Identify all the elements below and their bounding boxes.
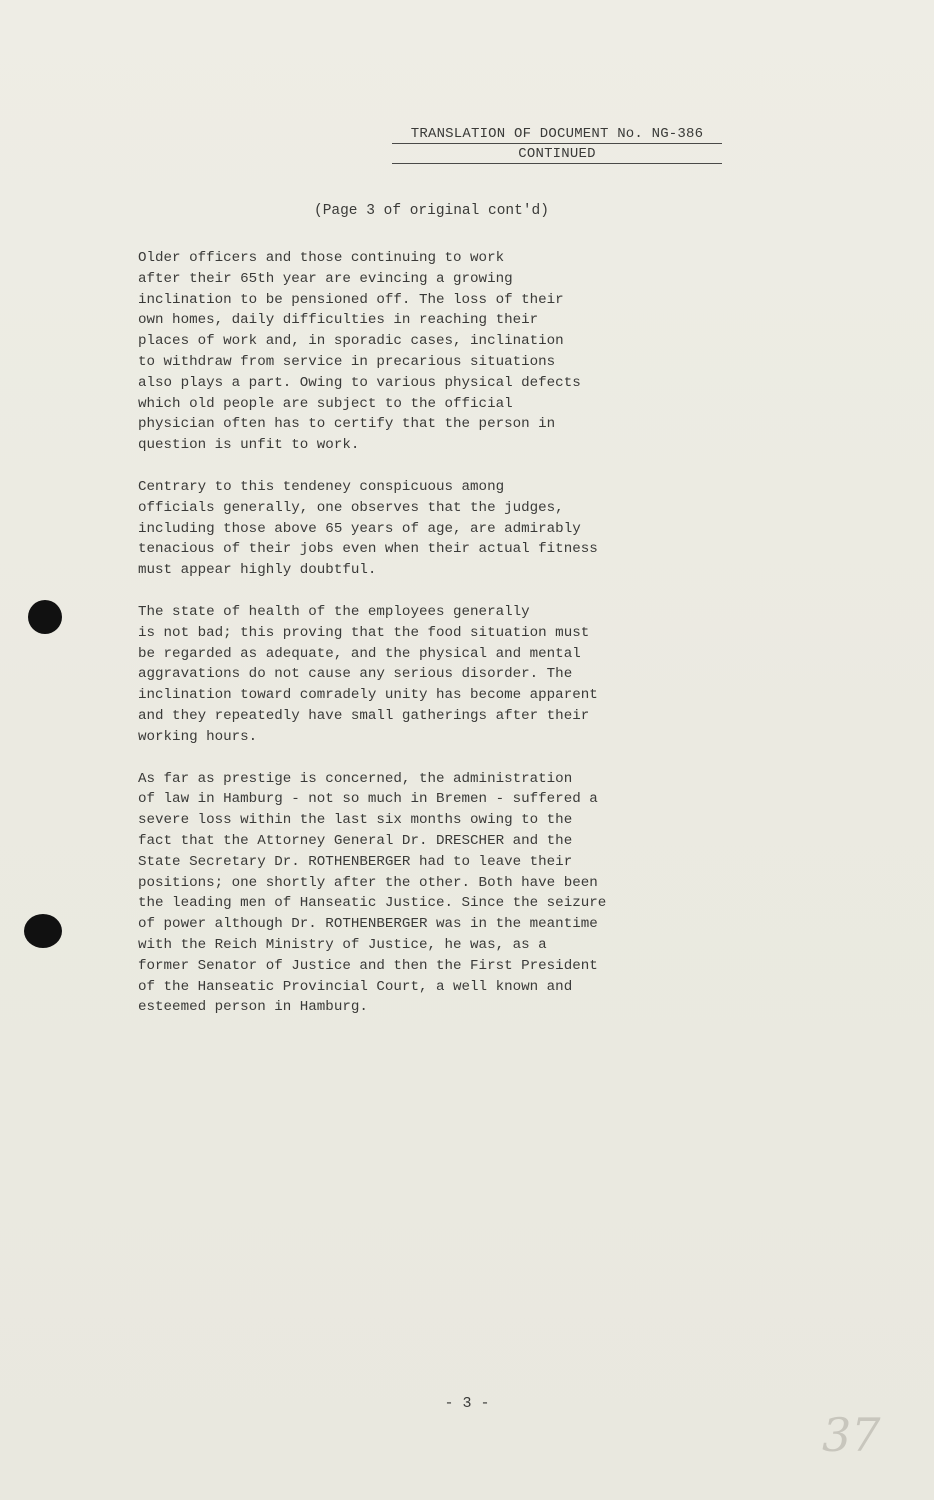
page-continuation-note: (Page 3 of original cont'd) — [314, 203, 549, 219]
page-number: - 3 - — [444, 1395, 490, 1412]
paragraph-3: The state of health of the employees generally is not bad; this proving that the food situation must be regarded as adequate, and the physical and mental aggravations do not cause any serious disorder. The inclination toward comradely unity has become apparent and they repeatedly have small gatherings after their working hours. — [138, 603, 598, 745]
handwritten-page-number: 37 — [822, 1408, 881, 1462]
paragraph-2: Centrary to this tendeney conspicuous among officials generally, one observes that the judges, including those above 65 years of age, are admirably tenacious of their jobs even when their actual fitness must appear highly doubtful. — [138, 478, 598, 579]
punch-hole-mark — [28, 600, 62, 634]
document-header — [392, 126, 722, 164]
header-subtitle: CONTINUED — [392, 146, 722, 164]
document-body — [138, 248, 738, 1039]
punch-hole-mark — [24, 914, 62, 948]
paragraph-1: Older officers and those continuing to work after their 65th year are evincing a growing inclination to be pensioned off. The loss of their own homes, daily difficulties in reaching their places of work and, in sporadic cases, inclination to withdraw from service in precarious situations also plays a part. Owing to various physical defects which old people are subject to the official physician often has to certify that the person in question is unfit to work. — [138, 250, 581, 454]
header-title: TRANSLATION OF DOCUMENT No. NG-386 — [392, 126, 722, 144]
paragraph-4: As far as prestige is concerned, the administration of law in Hamburg - not so much in Bremen - suffered a severe loss within the last six months owing to the fact that the Attorney General Dr. DRESCHER and the State Secretary Dr. ROTHENBERGER had to leave their positions; one shortly after the other. Both have been the leading men of Hanseatic Justice. Since the seizure of power although Dr. ROTHENBERGER was in the meantime with the Reich Ministry of Justice, he was, as a former Senator of Justice and then the First President of the Hanseatic Provincial Court, a well known and esteemed person in Hamburg. — [138, 770, 607, 1016]
